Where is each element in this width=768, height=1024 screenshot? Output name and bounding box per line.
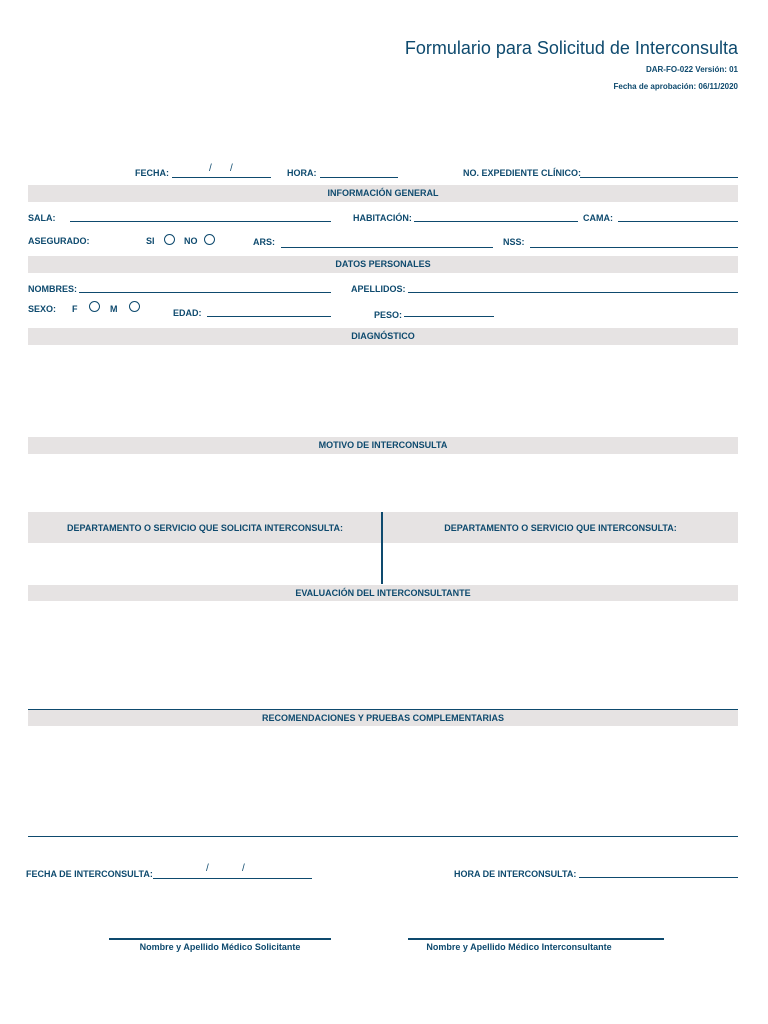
fecha-interconsulta-field[interactable] <box>153 878 312 879</box>
ars-field[interactable] <box>281 247 493 248</box>
hora-interconsulta-field[interactable] <box>579 877 738 878</box>
section-general-title: INFORMACIÓN GENERAL <box>327 188 439 198</box>
motivo-area[interactable] <box>28 455 738 511</box>
nss-field[interactable] <box>530 247 738 248</box>
habitacion-field[interactable] <box>414 221 578 222</box>
no-radio[interactable] <box>204 234 215 245</box>
firma-interconsultante-line[interactable] <box>408 938 664 940</box>
peso-field[interactable] <box>404 316 494 317</box>
fecha-interconsulta-slash-2: / <box>242 863 245 874</box>
form-title: Formulario para Solicitud de Interconsulta <box>404 38 738 58</box>
section-personal <box>28 256 738 273</box>
sexo-label: SEXO: <box>28 304 57 314</box>
dept-interconsulta-area[interactable] <box>384 544 738 584</box>
no-label: NO <box>184 236 198 246</box>
expediente-label: NO. EXPEDIENTE CLÍNICO: <box>463 168 582 178</box>
dept-solicita-area[interactable] <box>28 544 380 584</box>
si-radio[interactable] <box>164 234 175 245</box>
hora-field[interactable] <box>320 177 398 178</box>
section-general <box>28 185 738 202</box>
cama-field[interactable] <box>618 221 738 222</box>
section-motivo <box>28 437 738 454</box>
nombres-field[interactable] <box>79 292 331 293</box>
asegurado-label: ASEGURADO: <box>28 236 90 246</box>
form-code: DAR-FO-022 Versión: 01 <box>645 65 738 74</box>
section-recomendaciones <box>28 710 738 726</box>
section-diagnostico-title: DIAGNÓSTICO <box>351 331 415 341</box>
hora-interconsulta-label: HORA DE INTERCONSULTA: <box>454 869 577 879</box>
approval-date: Fecha de aprobación: 06/11/2020 <box>613 82 738 91</box>
fecha-field[interactable] <box>172 177 271 178</box>
nss-label: NSS: <box>503 237 525 247</box>
edad-label: EDAD: <box>173 308 202 318</box>
sala-field[interactable] <box>70 221 331 222</box>
section-recomendaciones-title: RECOMENDACIONES Y PRUEBAS COMPLEMENTARIAS <box>261 713 505 723</box>
hora-label: HORA: <box>287 168 317 178</box>
diagnostico-area[interactable] <box>28 346 738 436</box>
recomendaciones-area[interactable] <box>28 727 738 835</box>
fecha-interconsulta-label: FECHA DE INTERCONSULTA: <box>26 869 153 879</box>
nombres-label: NOMBRES: <box>28 284 77 294</box>
m-radio[interactable] <box>129 301 140 312</box>
firma-solicitante-line[interactable] <box>109 938 331 940</box>
si-label: SI <box>146 236 155 246</box>
section-evaluacion <box>28 585 738 601</box>
cama-label: CAMA: <box>583 213 613 223</box>
firma-solicitante-label: Nombre y Apellido Médico Solicitante <box>139 942 301 952</box>
firma-interconsultante-label: Nombre y Apellido Médico Interconsultante <box>426 942 612 952</box>
evaluacion-area[interactable] <box>28 602 738 708</box>
edad-field[interactable] <box>207 316 331 317</box>
recomendaciones-bottom-rule <box>28 836 738 837</box>
peso-label: PESO: <box>374 310 403 320</box>
fecha-slash-2: / <box>230 163 233 174</box>
sala-label: SALA: <box>28 213 56 223</box>
expediente-field[interactable] <box>580 177 738 178</box>
apellidos-field[interactable] <box>408 292 738 293</box>
f-radio[interactable] <box>89 301 100 312</box>
apellidos-label: APELLIDOS: <box>351 284 406 294</box>
dept-divider <box>381 512 383 584</box>
ars-label: ARS: <box>253 237 275 247</box>
section-personal-title: DATOS PERSONALES <box>335 259 431 269</box>
section-evaluacion-title: EVALUACIÓN DEL INTERCONSULTANTE <box>295 588 471 598</box>
m-label: M <box>110 304 118 314</box>
dept-solicita-label: DEPARTAMENTO O SERVICIO QUE SOLICITA INTERCONSULTA: <box>66 523 343 533</box>
section-motivo-title: MOTIVO DE INTERCONSULTA <box>318 440 448 450</box>
fecha-slash-1: / <box>209 163 212 174</box>
section-diagnostico <box>28 328 738 345</box>
fecha-interconsulta-slash-1: / <box>206 863 209 874</box>
f-label: F <box>72 304 78 314</box>
dept-interconsulta-label: DEPARTAMENTO O SERVICIO QUE INTERCONSULTA: <box>444 523 677 533</box>
fecha-label: FECHA: <box>135 168 169 178</box>
habitacion-label: HABITACIÓN: <box>353 213 412 223</box>
